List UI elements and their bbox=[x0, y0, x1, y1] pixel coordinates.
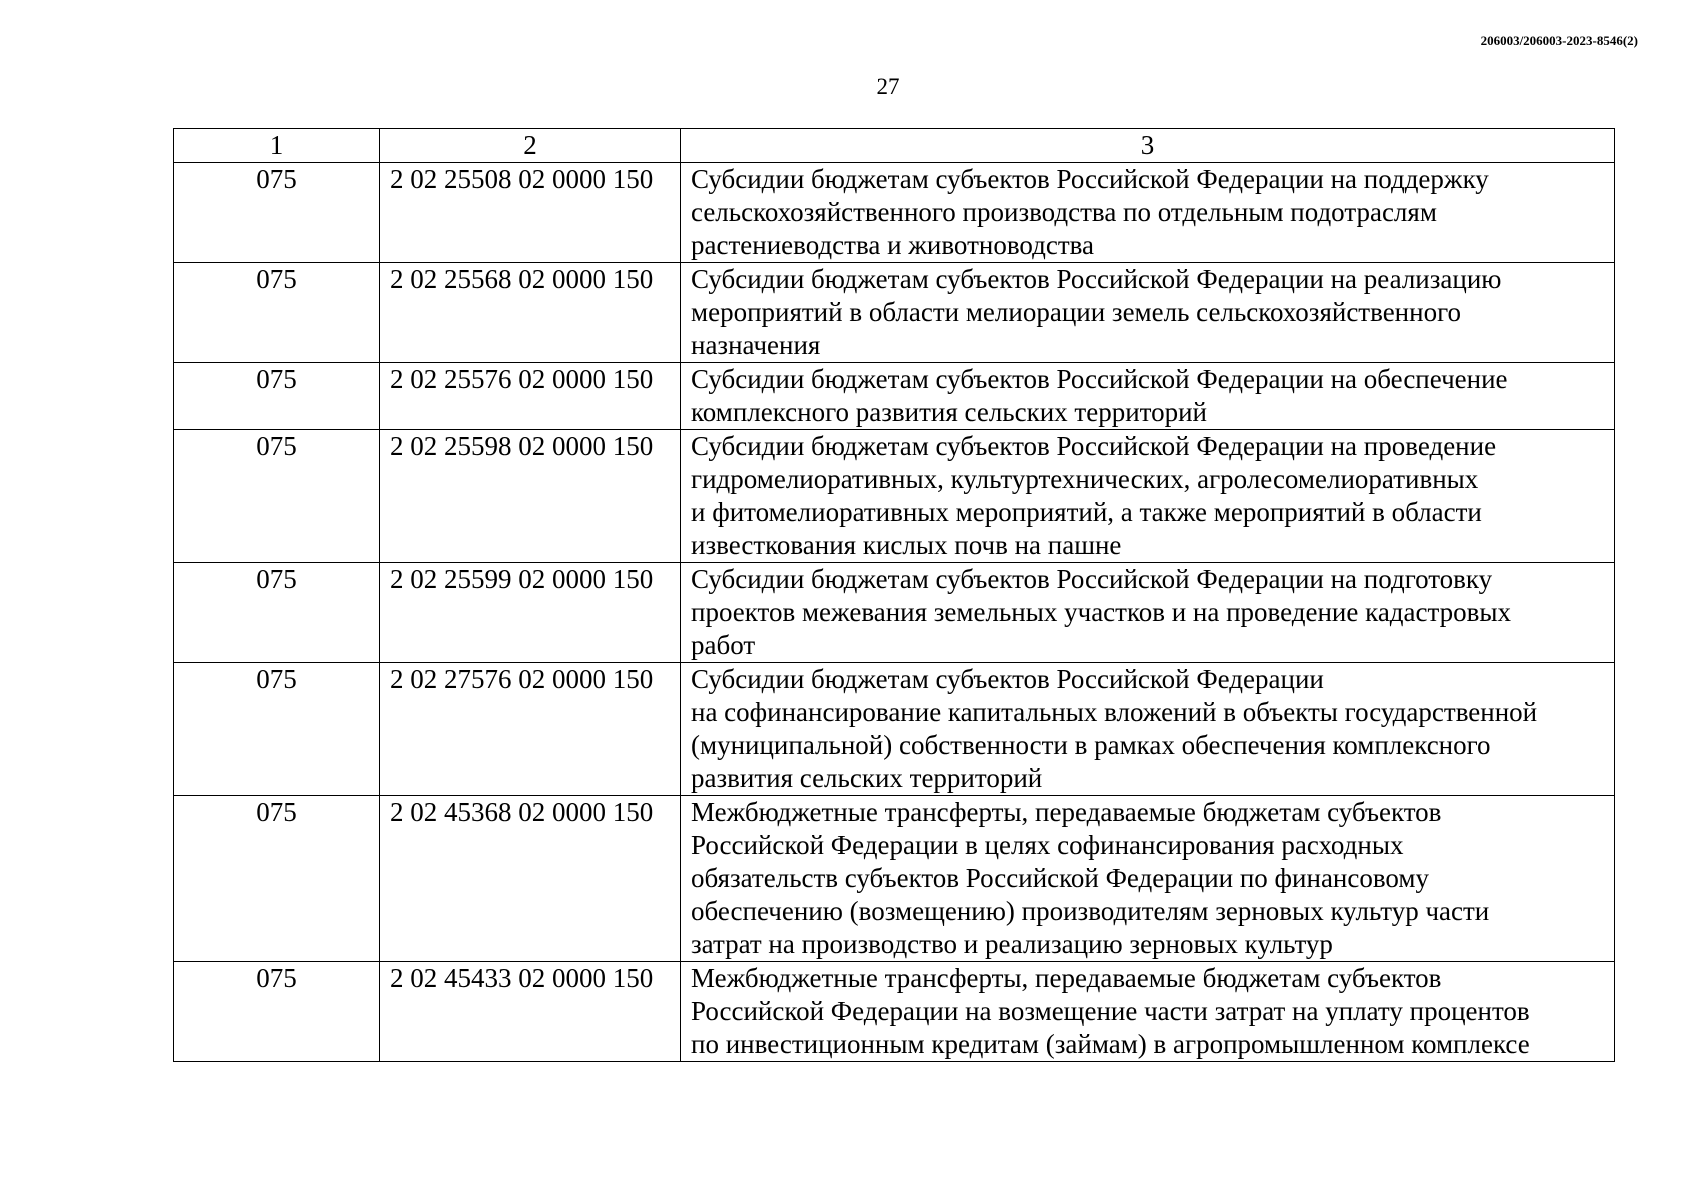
description-line: сельскохозяйственного производства по отдельным подотраслям bbox=[691, 197, 1437, 227]
admin-code-cell: 075 bbox=[174, 263, 380, 363]
description-line: Российской Федерации на возмещение части затрат на уплату процентов bbox=[691, 996, 1530, 1026]
table-row bbox=[174, 163, 1615, 263]
budget-code-cell: 2 02 25599 02 0000 150 bbox=[380, 563, 681, 663]
admin-code-cell: 075 bbox=[174, 663, 380, 796]
description-line: развития сельских территорий bbox=[691, 763, 1043, 793]
description-line: Субсидии бюджетам субъектов Российской Федерации на поддержку bbox=[691, 164, 1489, 194]
description-line: гидромелиоративных, культуртехнических, агролесомелиоративных bbox=[691, 464, 1479, 494]
description-line: комплексного развития сельских территорий bbox=[691, 397, 1207, 427]
column-header-1: 1 bbox=[174, 129, 380, 163]
description-line: Субсидии бюджетам субъектов Российской Федерации на реализацию bbox=[691, 264, 1502, 294]
admin-code-cell: 075 bbox=[174, 163, 380, 263]
budget-code-cell: 2 02 45368 02 0000 150 bbox=[380, 796, 681, 962]
description-line: известкования кислых почв на пашне bbox=[691, 530, 1122, 560]
budget-code-cell: 2 02 25598 02 0000 150 bbox=[380, 430, 681, 563]
description-line: назначения bbox=[691, 330, 821, 360]
document-id: 206003/206003-2023-8546(2) bbox=[1480, 33, 1638, 48]
description-line: и фитомелиоративных мероприятий, а также мероприятий в области bbox=[691, 497, 1482, 527]
description-line: по инвестиционным кредитам (займам) в агропромышленном комплексе bbox=[691, 1029, 1530, 1059]
description-cell bbox=[681, 363, 1615, 430]
description-cell bbox=[681, 563, 1615, 663]
description-line: затрат на производство и реализацию зерновых культур bbox=[691, 929, 1333, 959]
table-row bbox=[174, 796, 1615, 962]
budget-code-cell: 2 02 27576 02 0000 150 bbox=[380, 663, 681, 796]
description-line: Субсидии бюджетам субъектов Российской Федерации на обеспечение bbox=[691, 364, 1508, 394]
description-line: Межбюджетные трансферты, передаваемые бюджетам субъектов bbox=[691, 963, 1442, 993]
table-body bbox=[174, 163, 1615, 1062]
description-line: обязательств субъектов Российской Федерации по финансовому bbox=[691, 863, 1429, 893]
budget-codes-table bbox=[173, 128, 1615, 1062]
description-line: Субсидии бюджетам субъектов Российской Федерации на подготовку bbox=[691, 564, 1493, 594]
admin-code-cell: 075 bbox=[174, 563, 380, 663]
description-line: проектов межевания земельных участков и на проведение кадастровых bbox=[691, 597, 1512, 627]
description-cell bbox=[681, 796, 1615, 962]
column-header-3: 3 bbox=[681, 129, 1615, 163]
description-line: мероприятий в области мелиорации земель сельскохозяйственного bbox=[691, 297, 1461, 327]
table-row bbox=[174, 263, 1615, 363]
table-row bbox=[174, 430, 1615, 563]
budget-code-cell: 2 02 25576 02 0000 150 bbox=[380, 363, 681, 430]
admin-code-cell: 075 bbox=[174, 796, 380, 962]
description-line: Российской Федерации в целях софинансирования расходных bbox=[691, 830, 1404, 860]
description-cell bbox=[681, 163, 1615, 263]
description-cell bbox=[681, 962, 1615, 1062]
description-line: обеспечению (возмещению) производителям зерновых культур части bbox=[691, 896, 1490, 926]
table-row bbox=[174, 563, 1615, 663]
page-number: 27 bbox=[876, 74, 900, 99]
table-row bbox=[174, 363, 1615, 430]
table-row bbox=[174, 663, 1615, 796]
admin-code-cell: 075 bbox=[174, 962, 380, 1062]
description-line: (муниципальной) собственности в рамках обеспечения комплексного bbox=[691, 730, 1491, 760]
description-line: работ bbox=[691, 630, 756, 660]
description-line: Субсидии бюджетам субъектов Российской Федерации на проведение bbox=[691, 431, 1497, 461]
budget-code-cell: 2 02 45433 02 0000 150 bbox=[380, 962, 681, 1062]
budget-code-cell: 2 02 25568 02 0000 150 bbox=[380, 263, 681, 363]
description-line: на софинансирование капитальных вложений в объекты государственной bbox=[691, 697, 1538, 727]
budget-code-cell: 2 02 25508 02 0000 150 bbox=[380, 163, 681, 263]
column-header-2: 2 bbox=[380, 129, 681, 163]
table-row bbox=[174, 962, 1615, 1062]
description-line: Субсидии бюджетам субъектов Российской Федерации bbox=[691, 664, 1324, 694]
description-line: растениеводства и животноводства bbox=[691, 230, 1095, 260]
description-cell bbox=[681, 430, 1615, 563]
description-line: Межбюджетные трансферты, передаваемые бюджетам субъектов bbox=[691, 797, 1442, 827]
admin-code-cell: 075 bbox=[174, 363, 380, 430]
admin-code-cell: 075 bbox=[174, 430, 380, 563]
description-cell bbox=[681, 663, 1615, 796]
table-header-row bbox=[174, 129, 1615, 163]
description-cell bbox=[681, 263, 1615, 363]
